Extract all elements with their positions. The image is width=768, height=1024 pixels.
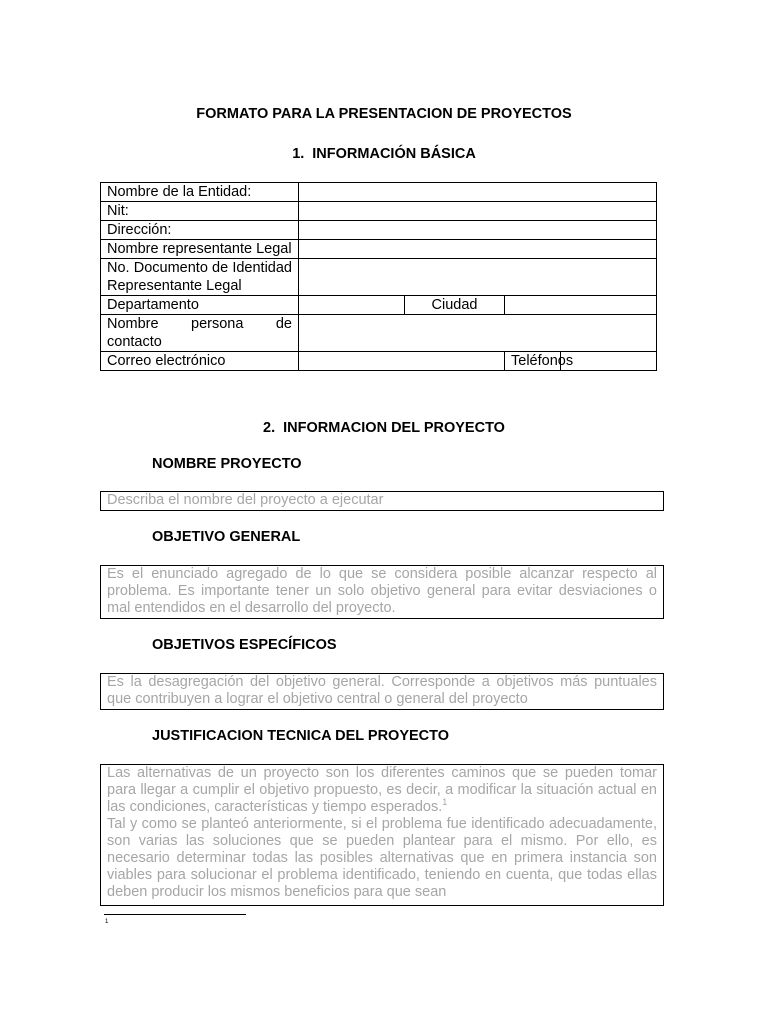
address-label: Dirección: xyxy=(101,221,299,240)
nit-label: Nit: xyxy=(101,202,299,221)
project-name-heading: NOMBRE PROYECTO xyxy=(152,456,302,472)
city-label: Ciudad xyxy=(405,296,505,315)
entity-name-label: Nombre de la Entidad: xyxy=(101,183,299,202)
project-name-placeholder: Describa el nombre del proyecto a ejecutar xyxy=(107,492,384,508)
entity-name-field[interactable] xyxy=(299,183,657,202)
general-objective-field[interactable] xyxy=(100,565,664,619)
department-label: Departamento xyxy=(101,296,299,315)
document-title: FORMATO PARA LA PRESENTACION DE PROYECTOS xyxy=(196,106,572,122)
justification-paragraph-2: Tal y como se planteó anteriormente, si el problema fue identificado adecuadamente, son varias las soluciones que se pueden plantear para el mismo. Por ello, es necesario determinar todas las posibles alternativas que en primera instancia son viables para solucionar el problema identificado, teniendo en cuenta, que todas ellas deben producir los mismos beneficios para que sean xyxy=(107,816,657,900)
table-row xyxy=(101,202,657,221)
section-1-title: INFORMACIÓN BÁSICA xyxy=(312,146,476,162)
justification-paragraph-1 xyxy=(107,765,657,816)
department-field[interactable] xyxy=(299,296,405,315)
specific-objectives-heading: OBJETIVOS ESPECÍFICOS xyxy=(152,637,337,653)
technical-justification-heading: JUSTIFICACION TECNICA DEL PROYECTO xyxy=(152,728,450,744)
section-2-number: 2. xyxy=(263,420,276,436)
city-field[interactable] xyxy=(505,296,657,315)
table-row xyxy=(101,183,657,202)
basic-info-table xyxy=(100,182,657,371)
id-document-field[interactable] xyxy=(299,259,657,296)
general-objective-heading: OBJETIVO GENERAL xyxy=(152,529,301,545)
section-1-number: 1. xyxy=(292,146,305,162)
email-field[interactable] xyxy=(299,352,505,371)
legal-representative-label: Nombre representante Legal xyxy=(101,240,299,259)
general-objective-text: Es el enunciado agregado de lo que se considera posible alcanzar respecto al problema. Es importante tener un solo objetivo general para evitar desviaciones o mal entendidos en el desarrollo del proyecto. xyxy=(107,566,657,616)
section-1-heading xyxy=(0,146,768,162)
justification-p1-text: Las alternativas de un proyecto son los diferentes caminos que se pueden tomar para llegar a cumplir el objetivo propuesto, es decir, a modificar la situación actual en las condiciones, características y tiempo esperados. xyxy=(107,765,657,815)
table-row xyxy=(101,240,657,259)
section-2-heading xyxy=(0,420,768,436)
section-2-title: INFORMACION DEL PROYECTO xyxy=(283,420,505,436)
table-row xyxy=(101,352,657,371)
address-field[interactable] xyxy=(299,221,657,240)
table-row xyxy=(101,259,657,296)
contact-person-field[interactable] xyxy=(299,315,657,352)
phones-field[interactable] xyxy=(561,352,657,371)
specific-objectives-text: Es la desagregación del objetivo general. Corresponde a objetivos más puntuales que contribuyen a lograr el objetivo central o general del proyecto xyxy=(107,674,657,707)
table-row xyxy=(101,296,657,315)
contact-person-label: Nombre persona de contacto xyxy=(101,315,299,352)
footnote-separator xyxy=(104,914,246,915)
project-name-field[interactable] xyxy=(100,491,664,511)
footnote-reference: 1 xyxy=(442,797,448,808)
phones-label: Teléfonos xyxy=(505,352,561,371)
nit-field[interactable] xyxy=(299,202,657,221)
id-document-label: No. Documento de Identidad Representante Legal xyxy=(101,259,299,296)
specific-objectives-field[interactable] xyxy=(100,673,664,710)
legal-representative-field[interactable] xyxy=(299,240,657,259)
table-row xyxy=(101,221,657,240)
email-label: Correo electrónico xyxy=(101,352,299,371)
footnote-mark: 1 xyxy=(105,919,109,925)
table-row xyxy=(101,315,657,352)
technical-justification-field[interactable] xyxy=(100,764,664,906)
